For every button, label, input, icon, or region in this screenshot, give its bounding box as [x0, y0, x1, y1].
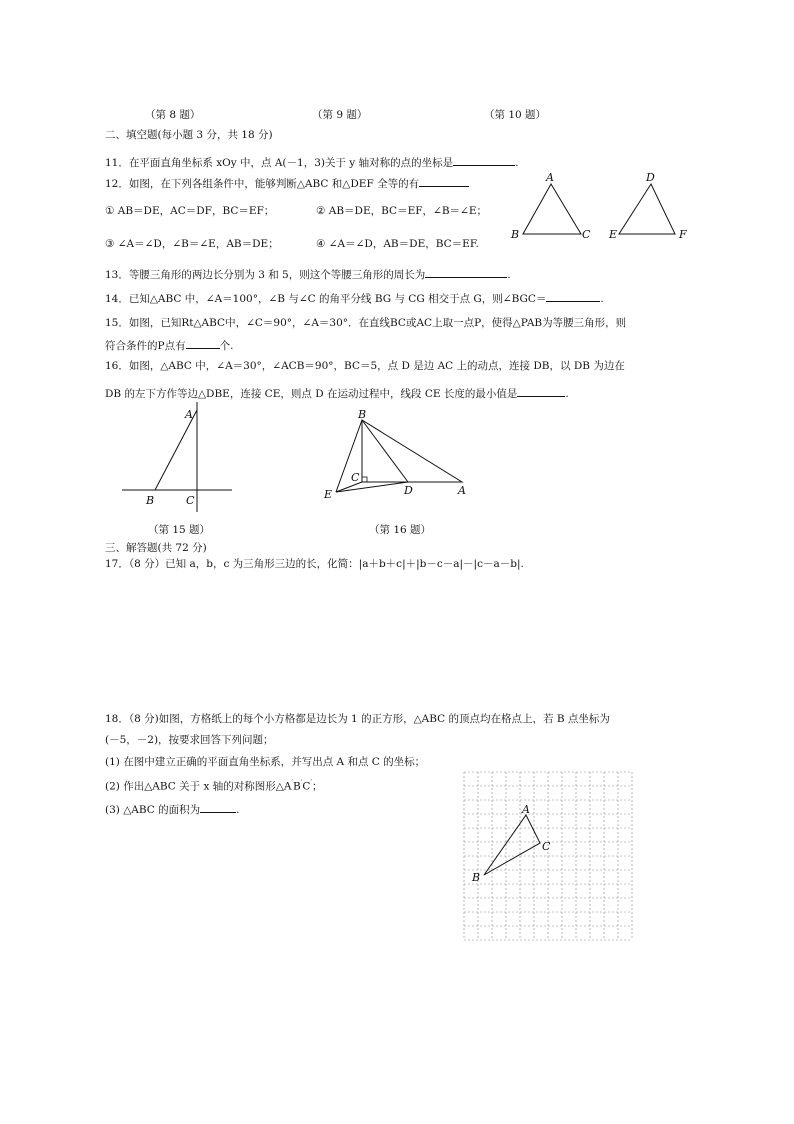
caption-fig-10: （第 10 题） [484, 109, 547, 121]
q16-text: DB 的左下方作等边△DBE，连接 CE，则点 D 在运动过程中，线段 CE 长度的最小值是 [105, 388, 518, 400]
grid-lines [464, 772, 632, 940]
q18-item-3-end: . [236, 804, 240, 816]
caption-fig-16: （第 16 题） [369, 524, 432, 536]
q18-item-2-pre: (2) 作出△ABC 关于 x 轴的对称图形△A [105, 780, 292, 793]
question-13 [105, 266, 511, 282]
q12-option-3: ③ ∠A＝∠D，∠B＝∠E，AB＝DE； [105, 238, 279, 250]
label-b: B [511, 228, 520, 241]
q13-end: . [507, 269, 511, 281]
q11-end: . [515, 157, 519, 169]
fig18-label-b: B [472, 871, 481, 884]
question-18-line-1: 18．（8 分)如图，方格纸上的每个小方格都是边长为 1 的正方形，△ABC 的顶点均在格点上，若 B 点坐标为 [105, 713, 610, 725]
label-d: D [646, 171, 655, 184]
q18-item-2-end: ； [311, 780, 323, 793]
q15-text-a: 符合条件的P点有 [105, 340, 186, 352]
fig16-label-a: A [458, 484, 466, 497]
caption-fig-8: （第 8 题） [145, 109, 201, 121]
fig15-label-a: A [185, 408, 193, 421]
label-f: F [679, 228, 687, 241]
q12-option-4: ④ ∠A＝∠D，AB＝DE，BC＝EF. [316, 238, 479, 250]
q14-text: 14．已知△ABC 中，∠A＝100°，∠B 与∠C 的角平分线 BG 与 CG 相交于点 G，则∠BGC＝ [105, 293, 547, 305]
question-15-line-2 [105, 337, 233, 353]
question-17: 17．（8 分）已知 a，b，c 为三角形三边的长，化简：|a＋b＋c|＋|b－c－a|－|c－a－b|. [105, 558, 524, 570]
q12-option-2: ② AB＝DE，BC＝EF，∠B＝∠E； [316, 205, 488, 217]
q16-end: . [565, 388, 569, 400]
question-18-line-2: (－5，－2)，按要求回答下列问题； [105, 734, 274, 746]
q14-end: . [600, 293, 604, 305]
q18-item-2-c: C [302, 780, 311, 793]
figure-triangles-abc-def [505, 168, 705, 248]
caption-fig-15: （第 15 题） [148, 524, 211, 536]
q15-text-b: 个. [219, 340, 234, 352]
q18-answer-blank[interactable] [200, 801, 236, 813]
figure-18-grid [464, 772, 632, 940]
figure-15 [118, 400, 248, 520]
q18-item-3 [105, 801, 240, 817]
fig18-label-c: C [542, 840, 551, 853]
q14-answer-blank[interactable] [546, 290, 600, 302]
label-e: E [609, 228, 618, 241]
question-12 [105, 175, 469, 191]
fig16-label-b: B [358, 408, 367, 421]
triangle-def [619, 184, 675, 234]
label-a: A [546, 171, 554, 184]
q11-text: 11．在平面直角坐标系 xOy 中，点 A(－1，3)关于 y 轴对称的点的坐标是 [105, 157, 454, 169]
fig16-label-e: E [324, 488, 333, 501]
triangle-abc-grid [484, 815, 540, 875]
section-2-title: 二、填空题(每小题 3 分，共 18 分) [105, 129, 273, 141]
q18-item-3-pre: (3) △ABC 的面积为 [105, 804, 201, 816]
q12-answer-blank[interactable] [419, 175, 469, 187]
caption-fig-9: （第 9 题） [312, 109, 368, 121]
question-16-line-2 [105, 385, 569, 401]
fig15-label-c: C [186, 494, 195, 507]
question-11 [105, 154, 518, 170]
q18-item-2: (2) 作出△ABC 关于 x 轴的对称图形△A′B′C′； [105, 779, 323, 793]
section-3-title: 三、解答题(共 72 分) [105, 542, 207, 554]
fig16-label-c: C [351, 471, 360, 484]
question-16-line-1: 16．如图，△ABC 中，∠A＝30°，∠ACB＝90°，BC＝5，点 D 是边 AC 上的动点，连接 DB，以 DB 为边在 [105, 360, 625, 372]
fig16-label-d: D [404, 484, 413, 497]
triangle-abc [523, 184, 581, 234]
q18-item-2-b: B [293, 780, 301, 793]
figure-16 [320, 410, 480, 500]
q13-text: 13．等腰三角形的两边长分别为 3 和 5，则这个等腰三角形的周长为 [105, 269, 426, 281]
question-14 [105, 290, 604, 306]
label-c: C [582, 228, 591, 241]
fig18-label-a: A [522, 803, 530, 816]
q12-text: 12．如图，在下列各组条件中，能够判断△ABC 和△DEF 全等的有 [105, 178, 420, 190]
q18-item-1: (1) 在图中建立正确的平面直角坐标系，并写出点 A 和点 C 的坐标； [105, 756, 426, 768]
q12-option-1: ① AB＝DE，AC＝DF，BC＝EF； [105, 205, 275, 217]
q16-answer-blank[interactable] [517, 385, 565, 397]
question-15-line-1: 15．如图，已知Rt△ABC中，∠C＝90°，∠A＝30°．在直线BC或AC上取一点P，使得△PAB为等腰三角形，则 [105, 317, 627, 329]
q13-answer-blank[interactable] [425, 266, 507, 278]
q15-answer-blank[interactable] [186, 337, 220, 349]
fig15-label-b: B [146, 494, 155, 507]
q11-answer-blank[interactable] [453, 154, 515, 166]
